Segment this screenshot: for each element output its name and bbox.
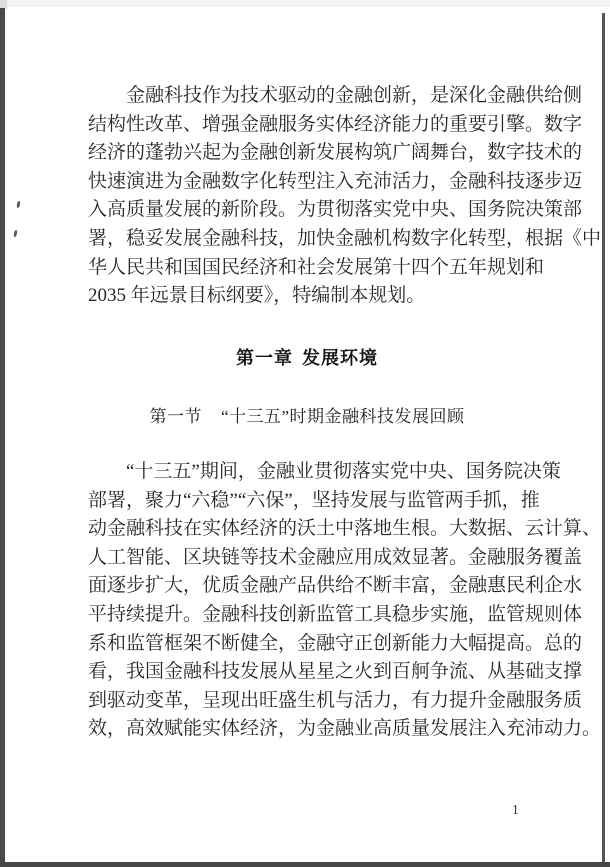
paragraph-line: 2035 年远景目标纲要》，特编制本规划。 [88,285,426,307]
paragraph-line: 效，高效赋能实体经济，为金融业高质量发展注入充沛动力。 [88,718,602,740]
paragraph-line: 面逐步扩大，优质金融产品供给不断丰富，金融惠民利企水 [88,575,583,597]
paragraph-line: 金融科技作为技术驱动的金融创新，是深化金融供给侧 [126,85,583,106]
intro-paragraph [88,82,602,311]
section-number: 第一节 [149,407,202,426]
chapter-number: 第一章 [236,348,293,368]
section-title: “十三五”时期金融科技发展回顾 [220,407,465,426]
paragraph-line: 部署，聚力“六稳”“六保”，坚持发展与监管两手抓，推 [88,489,540,511]
paragraph-line: 经济的蓬勃兴起为金融创新发展构筑广阔舞台，数字技术的 [88,142,583,164]
paragraph-line: 人工智能、区块链等技术金融应用成效显著。金融服务覆盖 [88,546,583,568]
paragraph-line: 系和监管框架不断健全，金融守正创新能力大幅提高。总的 [88,632,583,654]
paragraph-line: 动金融科技在实体经济的沃土中落地生根。大数据、云计算、 [88,518,602,540]
paragraph-line: 到驱动变革，呈现出旺盛生机与活力，有力提升金融服务质 [88,689,583,711]
scan-edge-right [602,13,605,867]
page-number: 1 [512,802,519,817]
scan-edge-left [0,8,5,867]
paragraph-line: 结构性改革、增强金融服务实体经济能力的重要引擎。数字 [88,113,583,135]
paragraph-line: 署，稳妥发展金融科技，加快金融机构数字化转型，根据《中 [88,227,602,249]
scan-artifact-speck [13,230,18,238]
chapter-heading [88,344,526,370]
paragraph-line: “十三五”期间，金融业贯彻落实党中央、国务院决策 [126,461,561,482]
scan-edge-bottom [0,862,610,867]
chapter-title: 发展环境 [302,348,378,368]
paragraph-line: 快速演进为金融数字化转型注入充沛活力，金融科技逐步迈 [88,170,583,192]
paragraph-line: 入高质量发展的新阶段。为贯彻落实党中央、国务院决策部 [88,199,583,221]
paragraph-line: 平持续提升。金融科技创新监管工具稳步实施，监管规则体 [88,603,583,625]
paragraph-line: 华人民共和国国民经济和社会发展第十四个五年规划和 [88,256,545,278]
section-heading [88,402,526,427]
scan-top-strip [0,0,610,7]
paragraph-line: 看，我国金融科技发展从星星之火到百舸争流、从基础支撑 [88,661,583,683]
body-paragraph [88,458,602,744]
scan-artifact-speck [16,201,21,209]
